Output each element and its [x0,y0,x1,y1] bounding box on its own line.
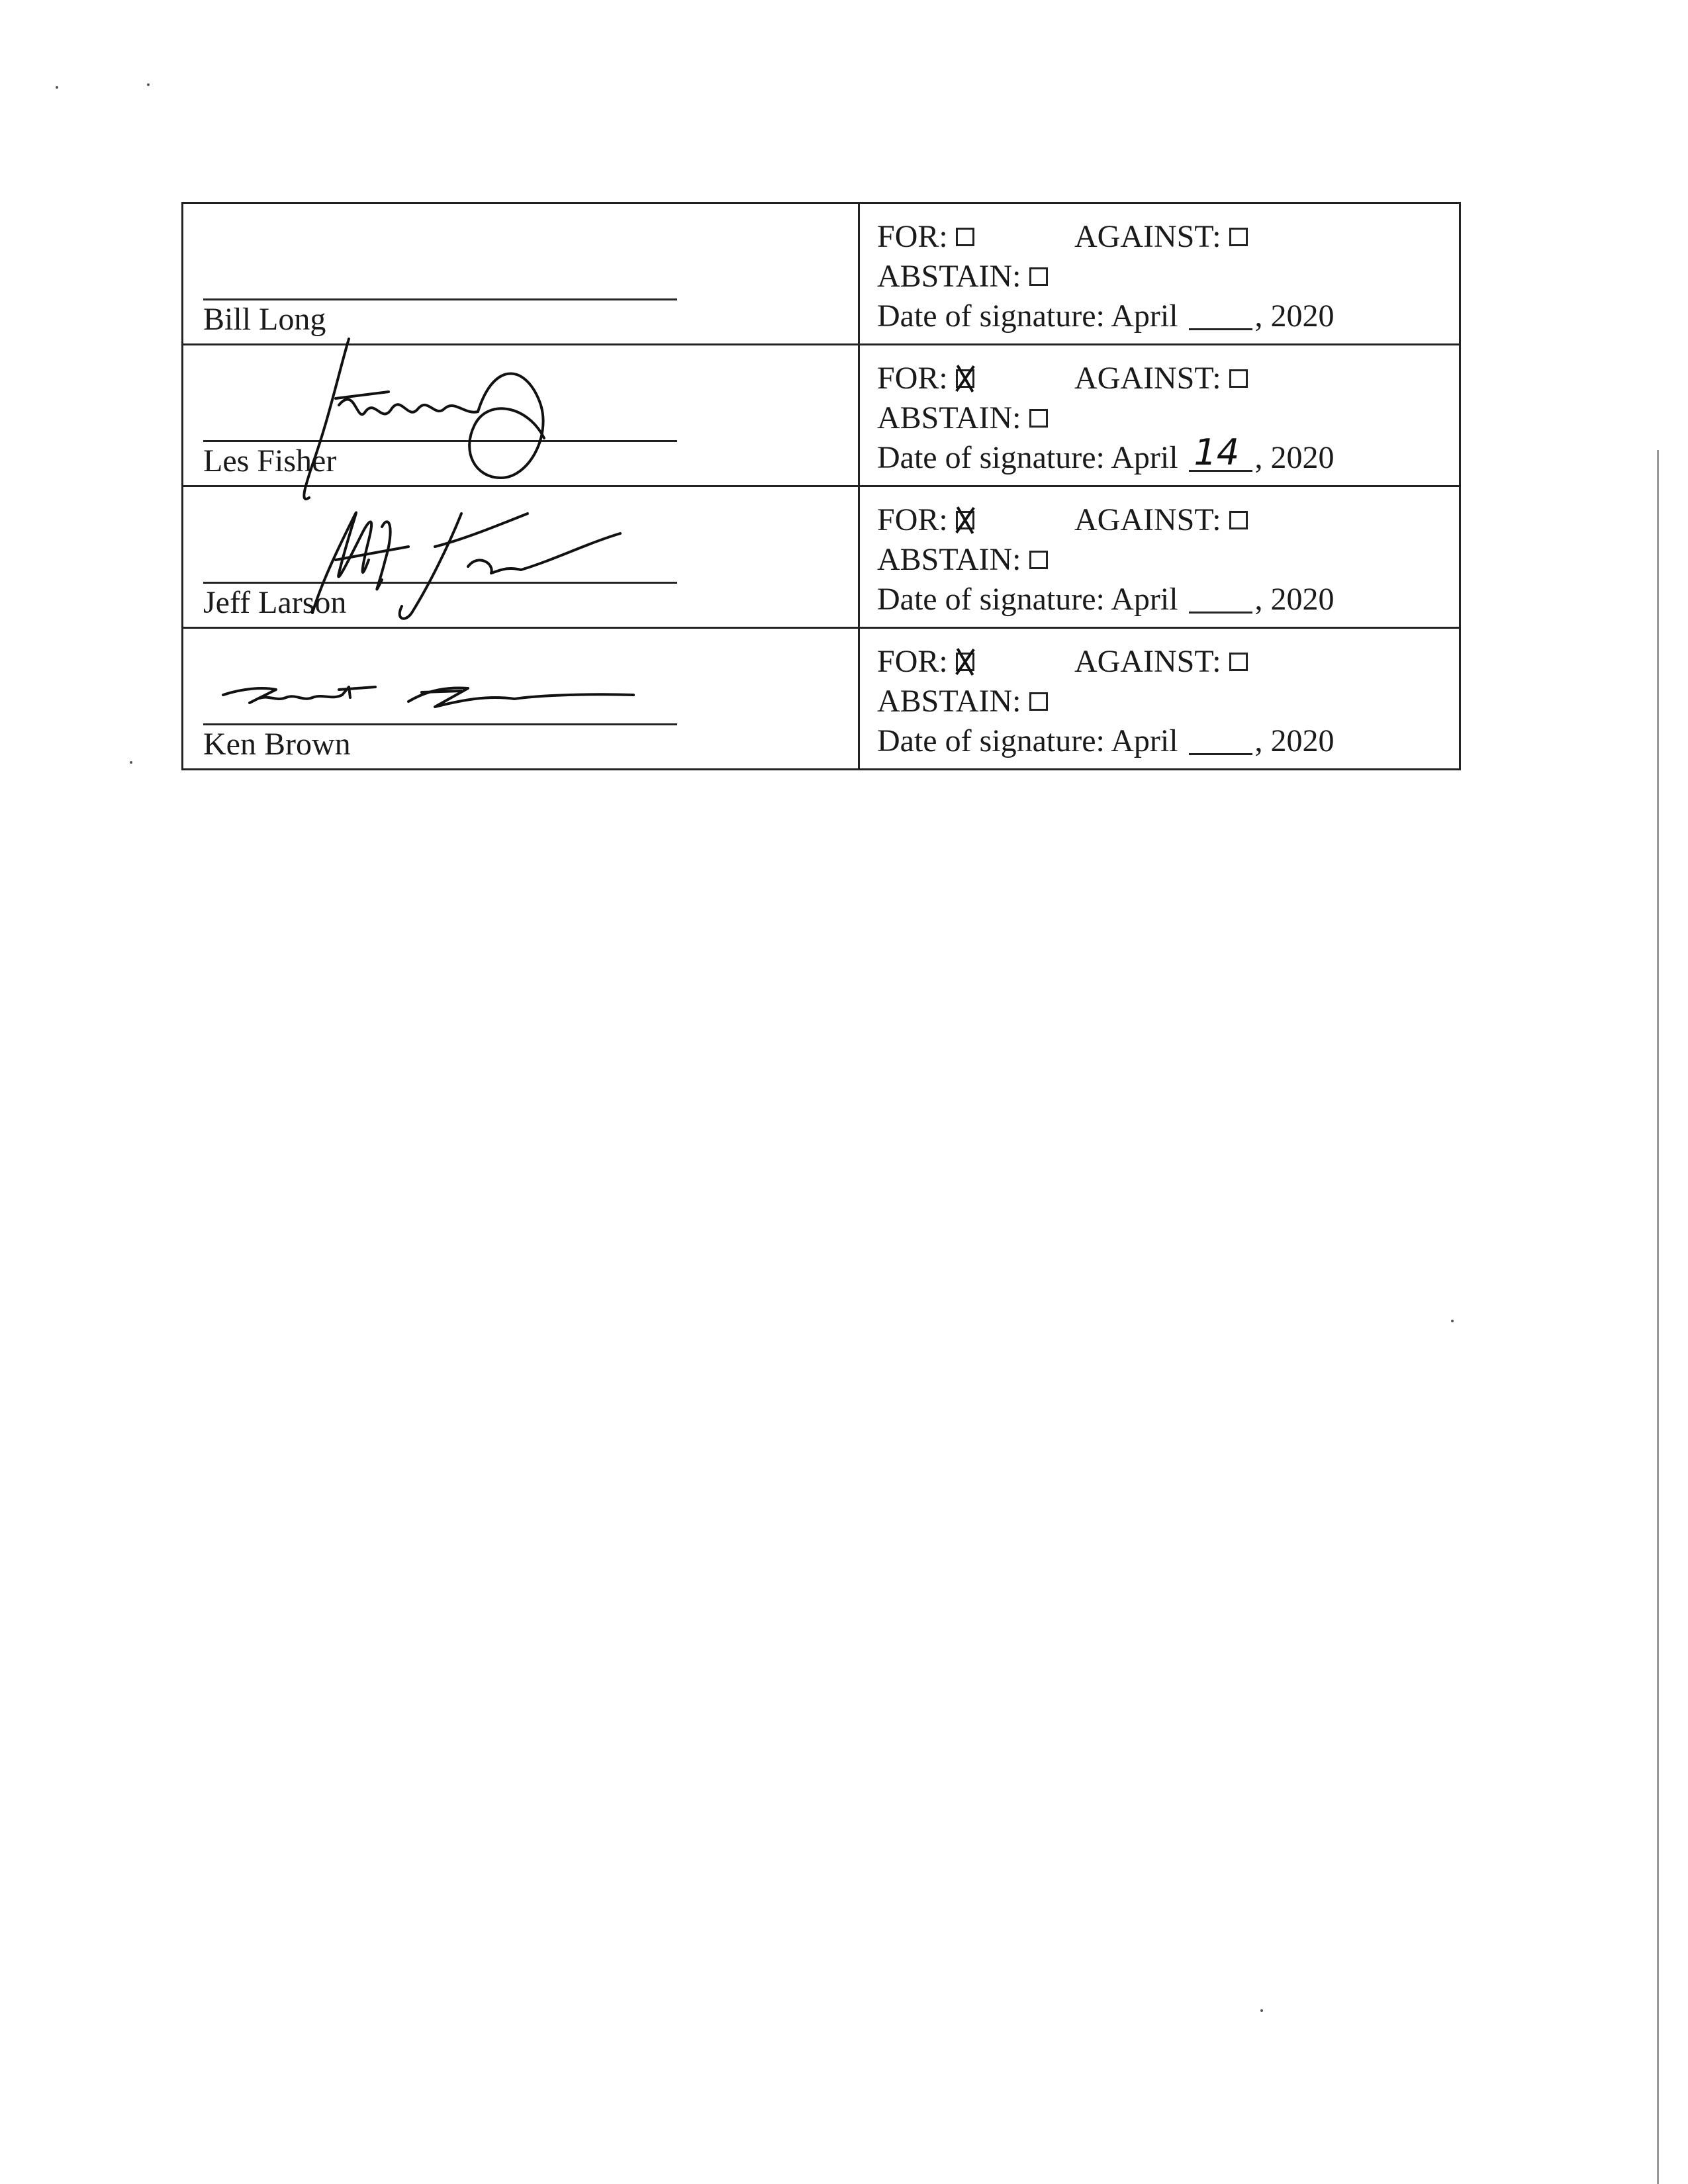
handwritten-day: 14 [1194,431,1240,473]
vote-abstain-option[interactable]: ABSTAIN: [877,257,1048,296]
vote-against-option[interactable]: AGAINST: [1074,500,1248,540]
ballot-row [183,345,1460,486]
vote-abstain-checkbox[interactable] [1029,551,1048,569]
voter-name: Ken Brown [203,727,351,762]
signature-cell [183,203,859,345]
date-day-blank[interactable] [1189,586,1252,614]
vote-cell [859,486,1460,628]
vote-for-option[interactable]: FOR: [877,500,974,540]
date-day-blank[interactable] [1189,303,1252,330]
vote-abstain-checkbox[interactable] [1029,692,1048,711]
scan-speck [1451,1320,1454,1322]
date-day-blank[interactable] [1189,728,1252,755]
voter-name: Les Fisher [203,443,337,478]
vote-for-option[interactable]: FOR: [877,642,974,682]
vote-for-checkbox[interactable] [956,511,974,529]
scan-edge-line [1657,450,1659,2184]
vote-cell [859,345,1460,486]
ballot-row [183,628,1460,770]
vote-for-option[interactable]: FOR: [877,359,974,398]
voter-name: Jeff Larson [203,585,347,620]
vote-abstain-option[interactable]: ABSTAIN: [877,682,1048,721]
scan-speck [147,83,150,86]
vote-abstain-checkbox[interactable] [1029,409,1048,428]
voter-name: Bill Long [203,302,326,337]
vote-against-option[interactable]: AGAINST: [1074,642,1248,682]
vote-against-checkbox[interactable] [1229,369,1248,388]
signature-cell [183,345,859,486]
vote-abstain-checkbox[interactable] [1029,267,1048,286]
signature-date: Date of signature: April , 2020 [877,723,1335,758]
signature-date: Date of signature: April 14 , 2020 [877,431,1335,475]
signature-cell [183,486,859,628]
vote-against-option[interactable]: AGAINST: [1074,217,1248,257]
signature-date: Date of signature: April , 2020 [877,582,1335,617]
vote-against-option[interactable]: AGAINST: [1074,359,1248,398]
vote-for-option[interactable]: FOR: [877,217,974,257]
ballot-row [183,486,1460,628]
scan-speck [56,86,58,89]
ballot-table [181,202,1461,770]
vote-for-checkbox[interactable] [956,653,974,671]
vote-for-checkbox[interactable] [956,369,974,388]
scan-speck [130,761,132,764]
vote-cell [859,628,1460,770]
vote-for-checkbox[interactable] [956,228,974,246]
scan-speck [1260,2009,1263,2012]
vote-against-checkbox[interactable] [1229,653,1248,671]
ballot-row [183,203,1460,345]
vote-against-checkbox[interactable] [1229,228,1248,246]
vote-against-checkbox[interactable] [1229,511,1248,529]
vote-abstain-option[interactable]: ABSTAIN: [877,398,1048,438]
vote-abstain-option[interactable]: ABSTAIN: [877,540,1048,580]
signature-date: Date of signature: April , 2020 [877,298,1335,334]
vote-cell [859,203,1460,345]
date-day-blank[interactable] [1189,431,1252,473]
signature-cell [183,628,859,770]
